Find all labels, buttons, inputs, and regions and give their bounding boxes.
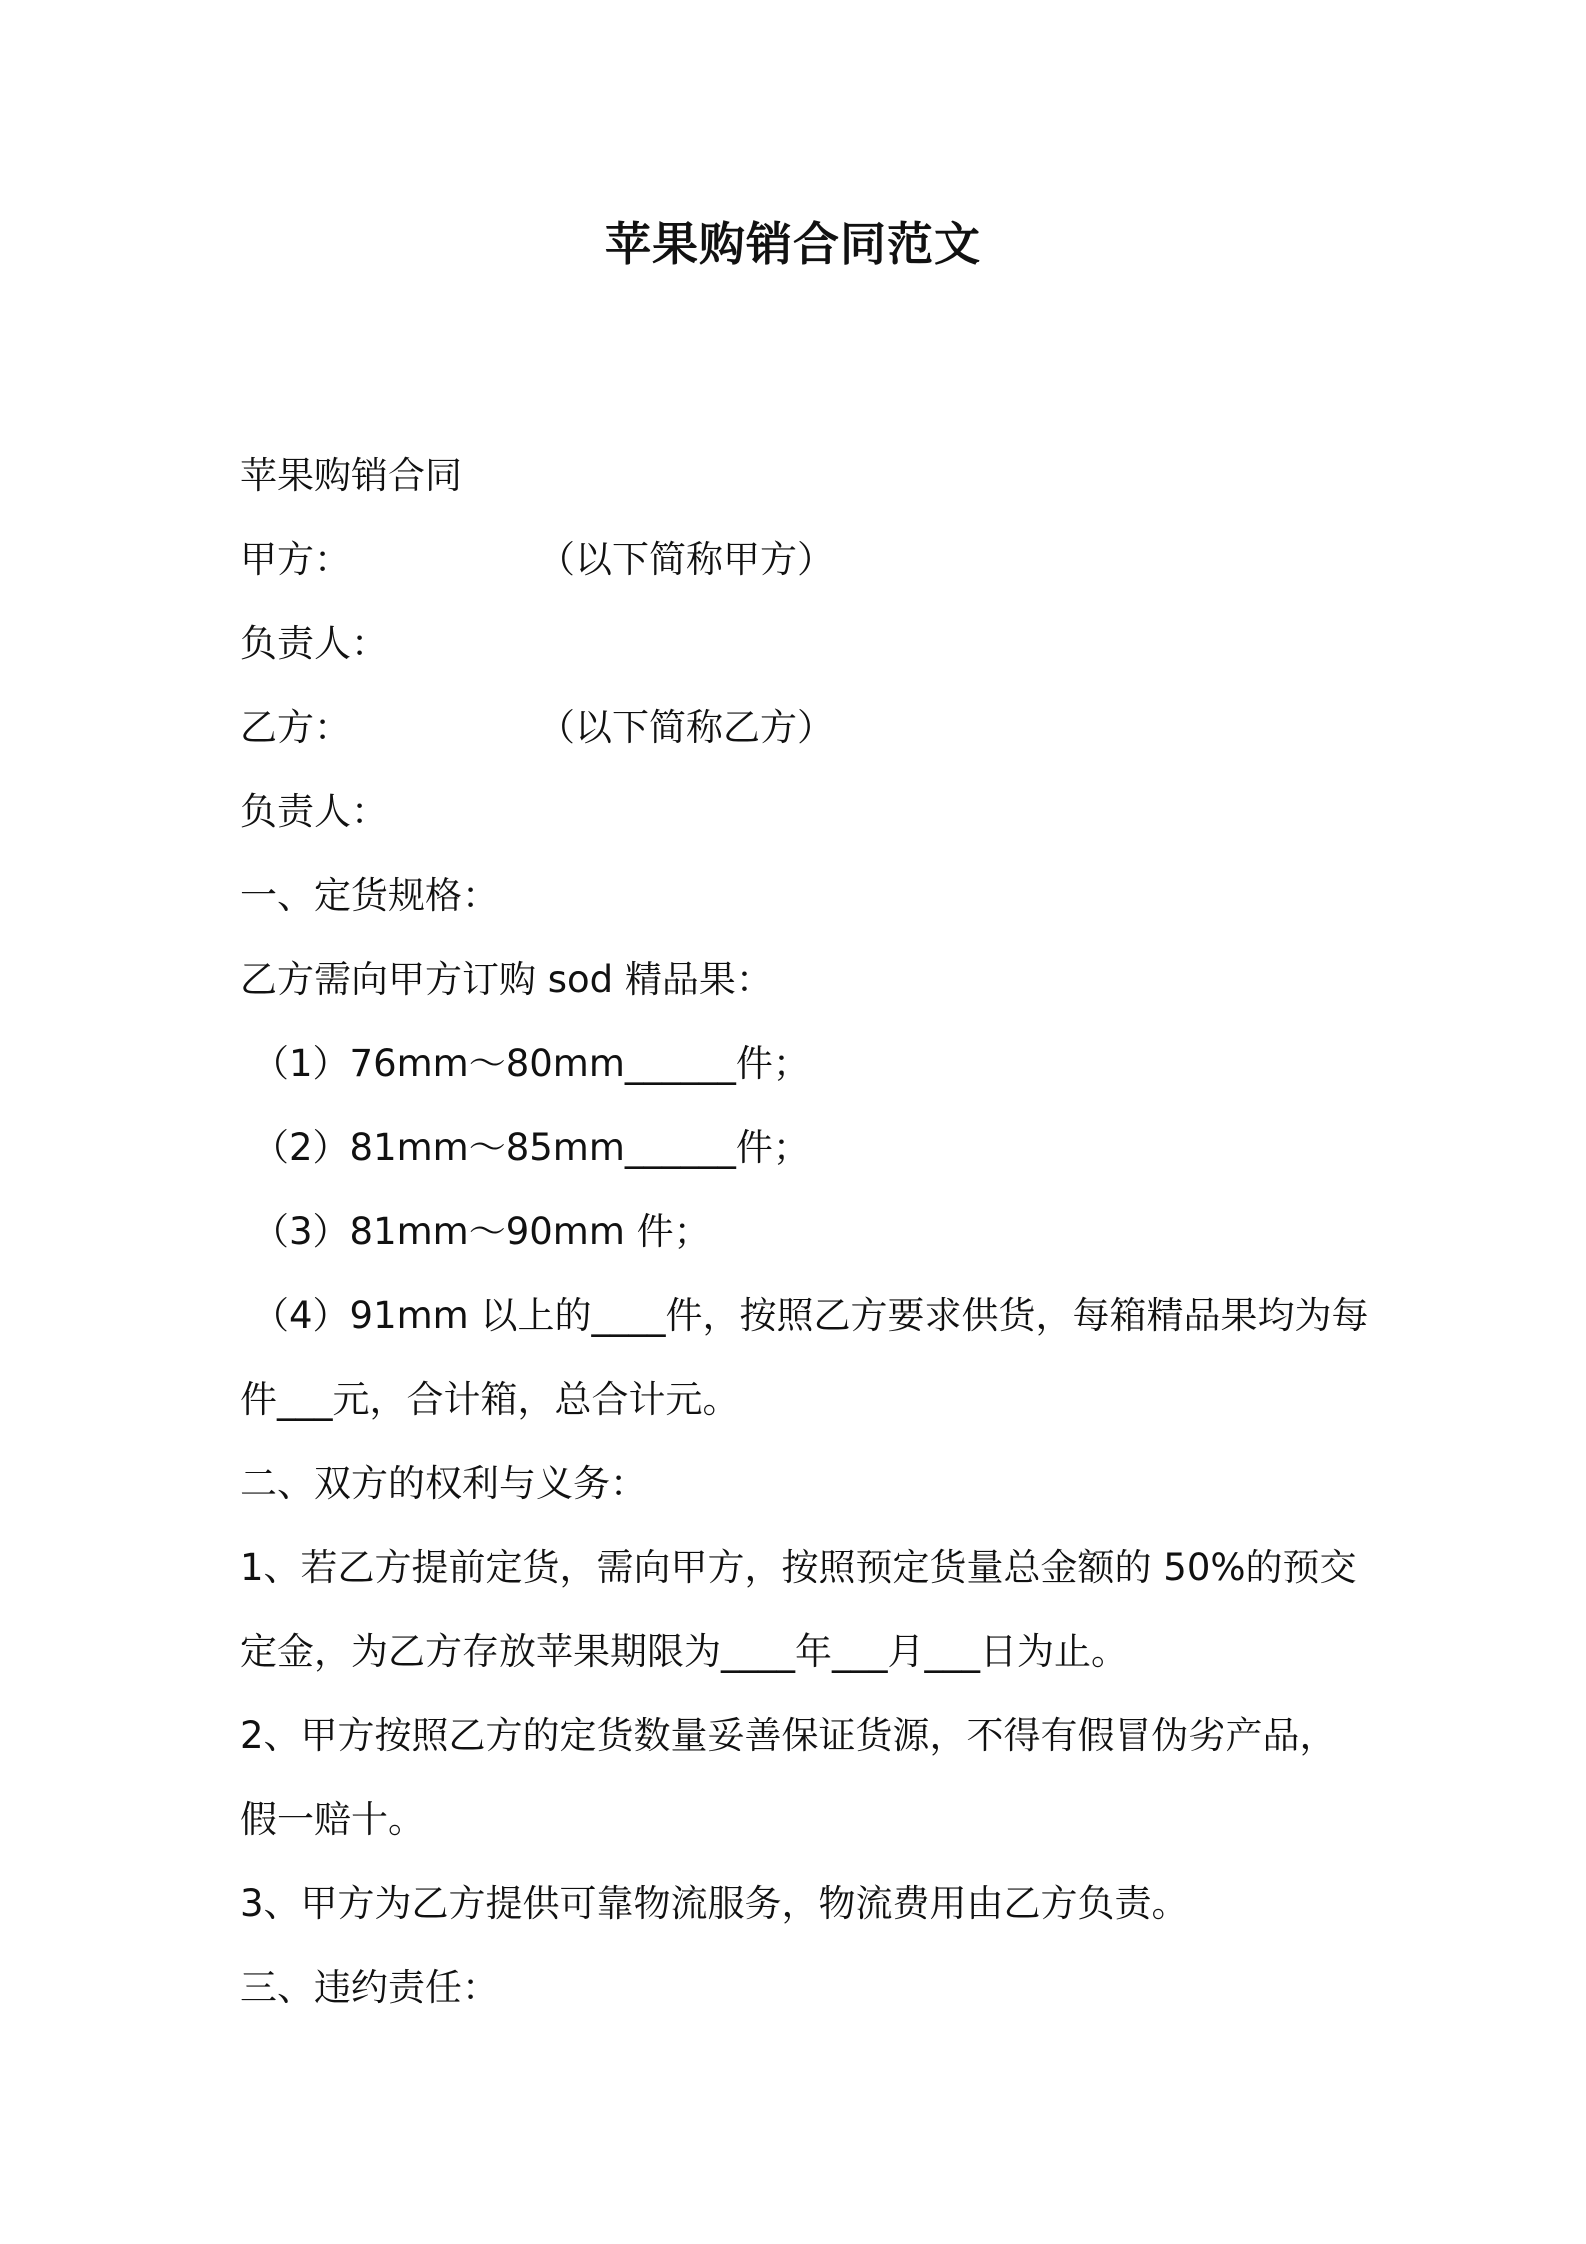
clause-2-2-cont: 假一赔十。	[240, 1798, 425, 1841]
section-2-heading: 二、双方的权利与义务：	[240, 1462, 647, 1505]
clause-2-3: 3、甲方为乙方提供可靠物流服务，物流费用由乙方负责。	[240, 1882, 1189, 1925]
party-a-line	[240, 534, 351, 586]
order-item-4-cont: 件___元，合计箱，总合计元。	[240, 1378, 740, 1421]
party-a-label: 甲方：	[240, 538, 351, 581]
clause-2-1-cont: 定金，为乙方存放苹果期限为____年___月___日为止。	[240, 1630, 1128, 1673]
section-3-heading: 三、违约责任：	[240, 1966, 499, 2009]
clause-2-2: 2、甲方按照乙方的定货数量妥善保证货源，不得有假冒伪劣产品，	[240, 1714, 1337, 1757]
order-item-4: （4）91mm 以上的____件，按照乙方要求供货，每箱精品果均为每	[252, 1294, 1369, 1337]
order-item-3: （3）81mm～90mm 件；	[252, 1210, 711, 1253]
order-item-1: （1）76mm～80mm______件；	[252, 1042, 810, 1085]
party-b-line	[240, 702, 351, 754]
party-b-responsible: 负责人：	[240, 790, 388, 833]
party-a-alias: （以下简称甲方）	[538, 538, 834, 581]
party-b-label: 乙方：	[240, 706, 351, 749]
section-1-heading: 一、定货规格：	[240, 874, 499, 917]
document-title: 苹果购销合同范文	[605, 217, 981, 271]
party-b-alias: （以下简称乙方）	[538, 706, 834, 749]
order-item-2: （2）81mm～85mm______件；	[252, 1126, 810, 1169]
party-a-responsible: 负责人：	[240, 622, 388, 665]
order-intro: 乙方需向甲方订购 sod 精品果：	[240, 958, 773, 1001]
clause-2-1: 1、若乙方提前定货，需向甲方，按照预定货量总金额的 50%的预交	[240, 1546, 1357, 1589]
contract-heading: 苹果购销合同	[240, 454, 462, 497]
